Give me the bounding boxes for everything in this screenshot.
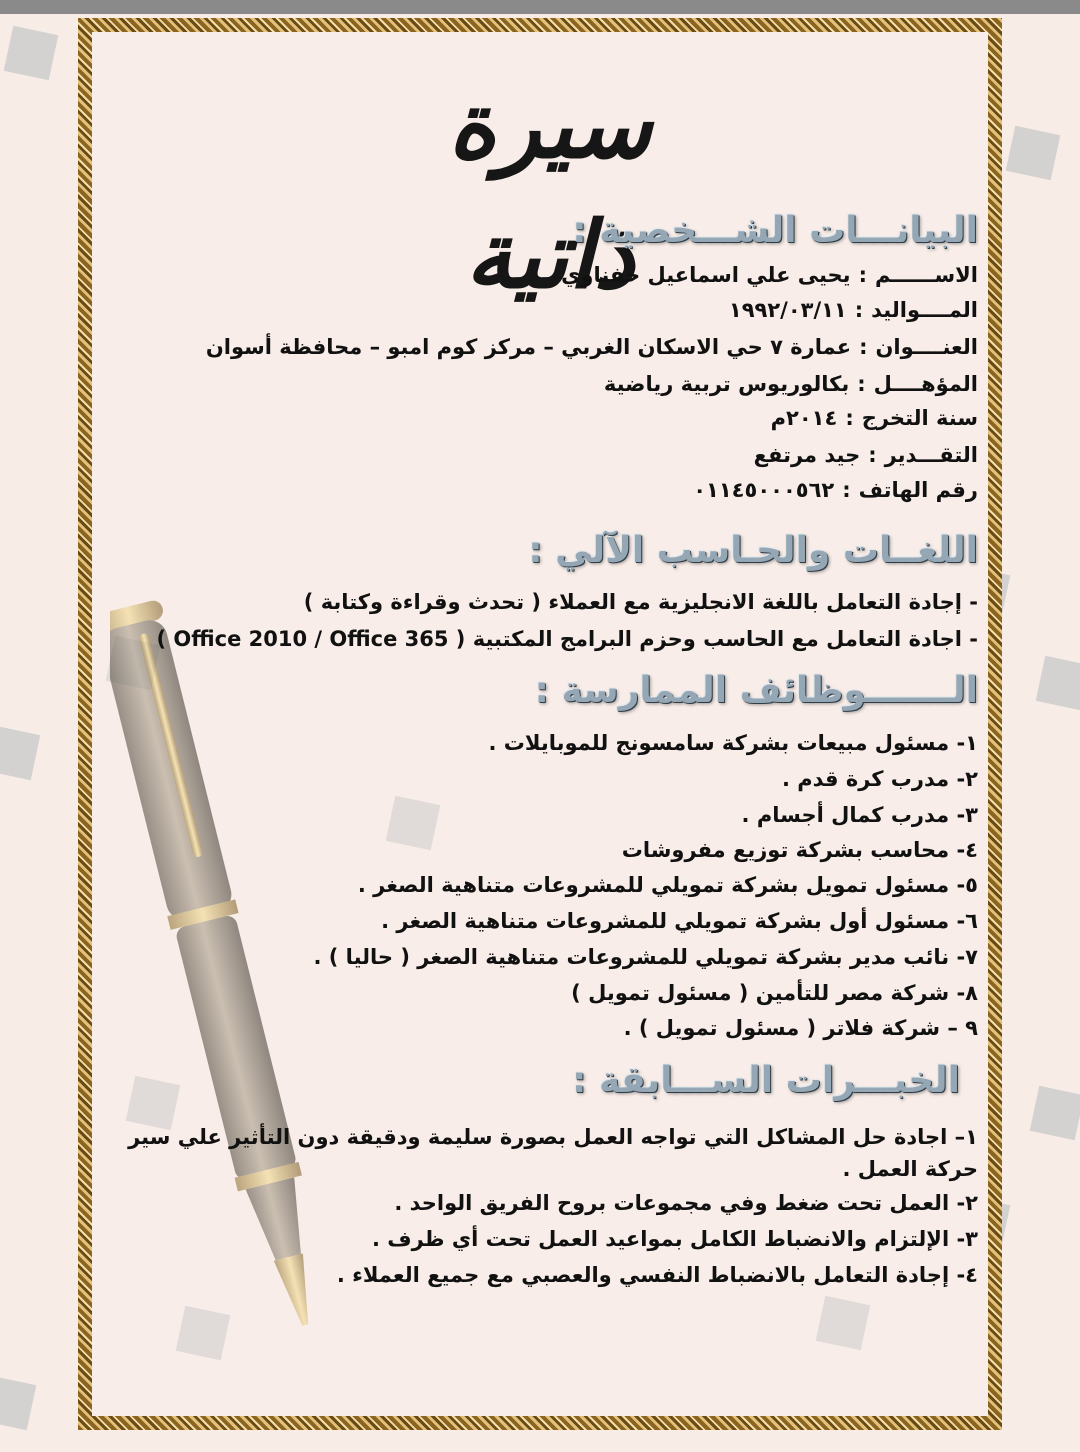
list-item: - اجادة التعامل مع الحاسب وحزم البرامج المكتبية ( Office 2010 / Office 365 ) — [156, 627, 978, 651]
list-item: ٤- محاسب بشركة توزيع مفروشات — [621, 838, 978, 862]
info-row: التقـــدير:جيد مرتفع — [753, 443, 978, 467]
decorative-square-icon — [816, 1296, 871, 1351]
list-item: ٨- شركة مصر للتأمين ( مسئول تمويل ) — [571, 981, 978, 1005]
decorative-square-icon — [1006, 126, 1061, 181]
list-item: ٦- مسئول أول بشركة تمويلي للمشروعات متناهية الصغر . — [381, 909, 978, 933]
list-item: ٣- مدرب كمال أجسام . — [741, 803, 978, 827]
info-row: العنــــوان:عمارة ٧ حي الاسكان الغربي – مركز كوم امبو – محافظة أسوان — [205, 335, 978, 359]
list-item: ٥- مسئول تمويل بشركة تمويلي للمشروعات متناهية الصغر . — [357, 873, 978, 897]
decorative-square-icon — [1030, 1086, 1080, 1141]
personal-heading: البيانـــات الشـــخصية : — [572, 210, 978, 251]
list-item: ٣- الإلتزام والانضباط الكامل بمواعيد العمل تحت أي ظرف . — [372, 1227, 978, 1251]
list-item: ٩ – شركة فلاتر ( مسئول تمويل ) . — [623, 1016, 978, 1040]
top-strip — [0, 0, 1080, 14]
decorative-square-icon — [4, 26, 59, 81]
list-item: حركة العمل . — [842, 1157, 978, 1181]
decorative-square-icon — [386, 796, 441, 851]
list-item: ٢- العمل تحت ضغط وفي مجموعات بروح الفريق الواحد . — [394, 1191, 978, 1215]
list-item: - إجادة التعامل باللغة الانجليزية مع العملاء ( تحدث وقراءة وكتابة ) — [303, 590, 978, 614]
jobs-heading: الـــــــوظائف الممارسة : — [534, 670, 978, 711]
info-row: المؤهــــل:بكالوريوس تربية رياضية — [603, 372, 978, 396]
info-row: سنة التخرج:٢٠١٤م — [770, 406, 978, 430]
list-item: ٧- نائب مدير بشركة تمويلي للمشروعات متناهية الصغر ( حاليا ) . — [313, 945, 978, 969]
info-row: الاســــــم:يحيى علي اسماعيل حفناوي — [561, 263, 978, 287]
info-row: المــــواليد:١٩٩٢/٠٣/١١ — [728, 298, 978, 322]
list-item: ٤- إجادة التعامل بالانضباط النفسي والعصبي مع جميع العملاء . — [336, 1263, 978, 1287]
list-item: ١- مسئول مبيعات بشركة سامسونج للموبايلات . — [488, 731, 978, 755]
info-row: رقم الهاتف:٠١١٤٥٠٠٠٥٦٢ — [693, 478, 978, 502]
decorative-square-icon — [0, 1376, 36, 1431]
list-item: ١– اجادة حل المشاكل التي تواجه العمل بصورة سليمة ودقيقة دون التأثير علي سير — [128, 1125, 978, 1149]
decorative-square-icon — [0, 726, 40, 781]
list-item: ٢- مدرب كرة قدم . — [781, 767, 978, 791]
languages-heading: اللغــات والحـاسب الآلي : — [528, 530, 978, 571]
experience-heading: الخبـــرات الســـابقة : — [572, 1060, 960, 1101]
decorative-square-icon — [1036, 656, 1080, 711]
page-title: سيرة ذاتية — [448, 71, 652, 309]
